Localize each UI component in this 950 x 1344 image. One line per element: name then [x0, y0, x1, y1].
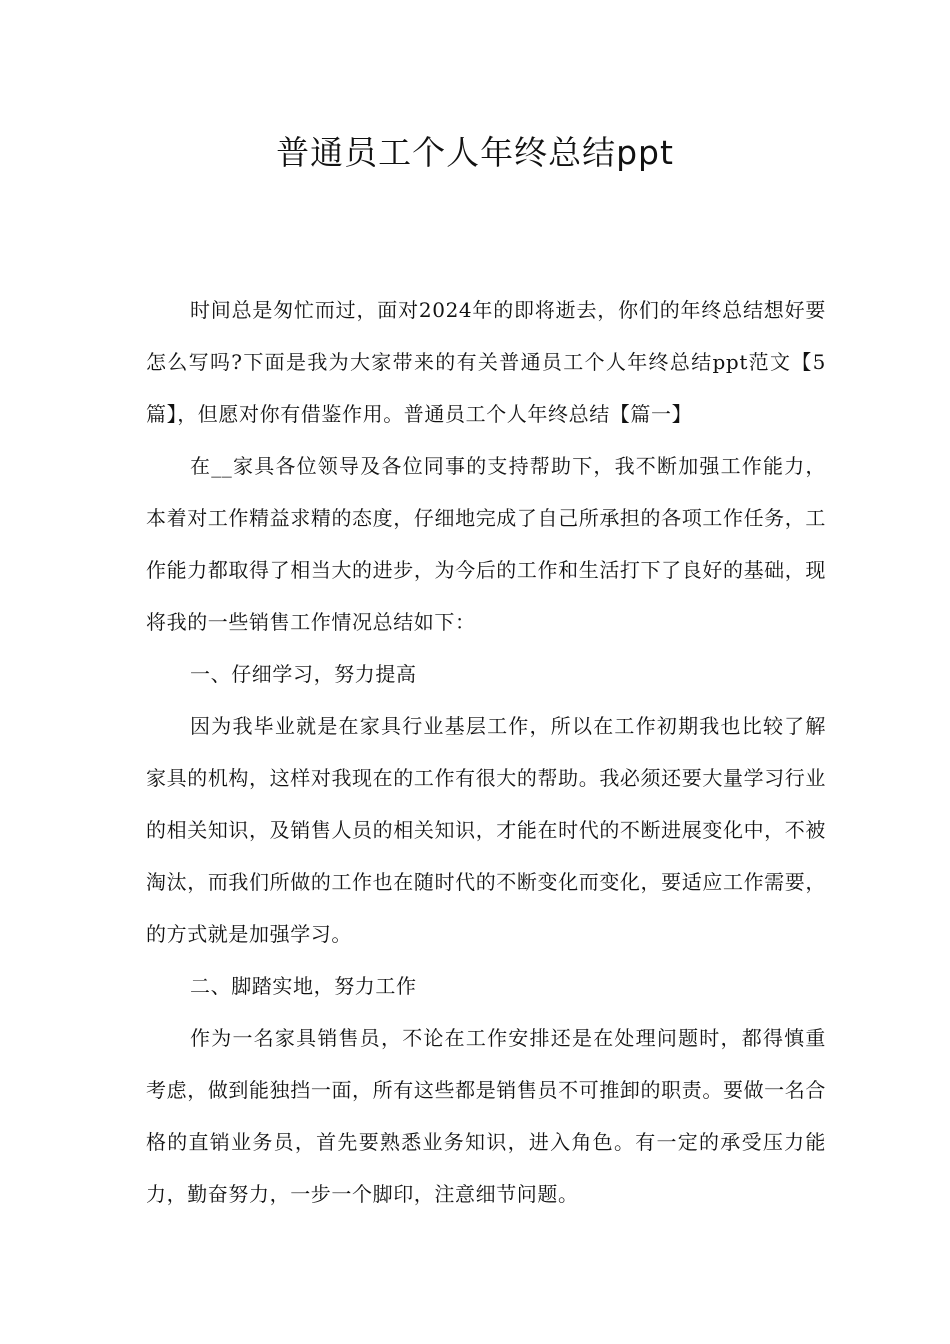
body-paragraph: 作为一名家具销售员，不论在工作安排还是在处理问题时，都得慎重考虑，做到能独挡一面，所有这些都是销售员不可推卸的职责。要做一名合格的直销业务员，首先要熟悉业务知识，进入角色。有一定的承受压力能力，勤奋努力，一步一个脚印，注意细节问题。 [146, 1026, 826, 1206]
body-paragraph: 在__家具各位领导及各位同事的支持帮助下，我不断加强工作能力，本着对工作精益求精的态度，仔细地完成了自己所承担的各项工作任务，工作能力都取得了相当大的进步，为今后的工作和生活打下了良好的基础，现将我的一些销售工作情况总结如下： [146, 454, 826, 634]
intro-paragraph: 时间总是匆忙而过，面对2024年的即将逝去，你们的年终总结想好要怎么写吗?下面是我为大家带来的有关普通员工个人年终总结ppt范文【5篇】，但愿对你有借鉴作用。普通员工个人年终总结【篇一】 [146, 298, 826, 426]
section-heading-2: 二、脚踏实地，努力工作 [190, 974, 417, 998]
document-body [146, 284, 826, 1220]
document-title: 普通员工个人年终总结ppt [276, 133, 674, 172]
body-paragraph: 因为我毕业就是在家具行业基层工作，所以在工作初期我也比较了解家具的机构，这样对我现在的工作有很大的帮助。我必须还要大量学习行业的相关知识，及销售人员的相关知识，才能在时代的不断进展变化中，不被淘汰，而我们所做的工作也在随时代的不断变化而变化，要适应工作需要，的方式就是加强学习。 [146, 714, 826, 946]
section-heading-1: 一、仔细学习，努力提高 [190, 662, 417, 686]
